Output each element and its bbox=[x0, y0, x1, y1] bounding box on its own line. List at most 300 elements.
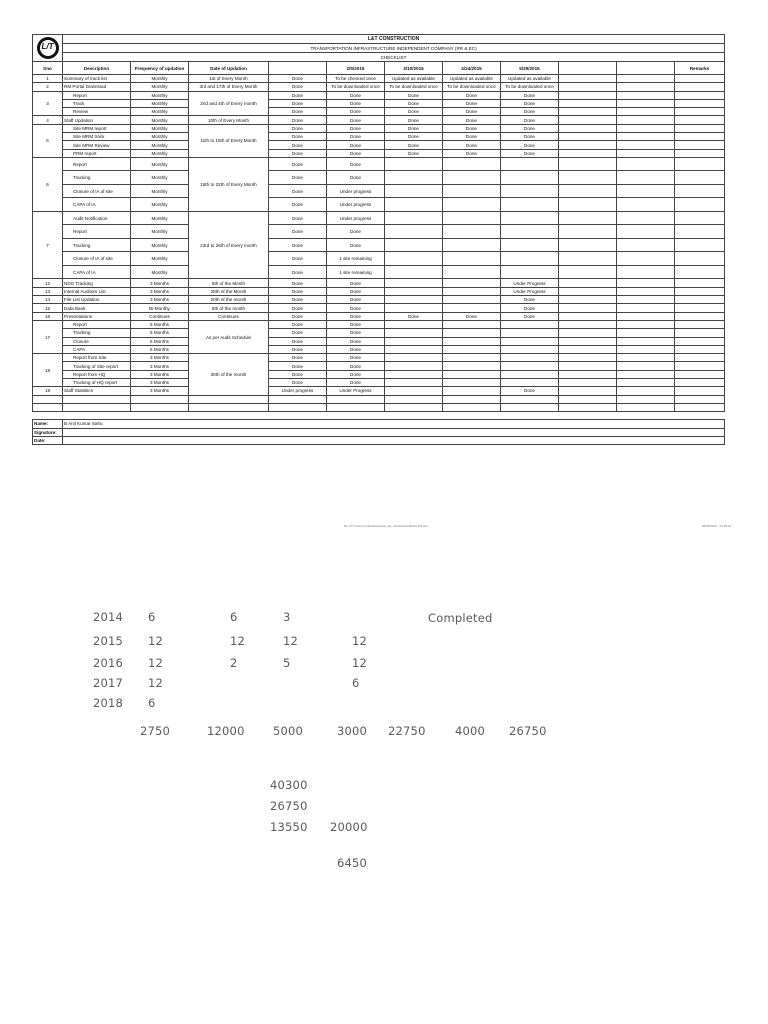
status-cell bbox=[443, 184, 501, 198]
status-cell bbox=[385, 157, 443, 171]
column-header: Remarks bbox=[675, 62, 725, 75]
status-cell: Done bbox=[327, 108, 385, 116]
status-cell: Done bbox=[501, 149, 559, 157]
table-cell bbox=[189, 403, 269, 411]
blank-cell bbox=[559, 211, 617, 225]
company-name: L&T CONSTRUCTION bbox=[63, 35, 725, 44]
table-row bbox=[33, 345, 725, 353]
blank-cell bbox=[617, 387, 675, 395]
blank-cell bbox=[559, 279, 617, 287]
remarks-cell bbox=[675, 265, 725, 279]
status-cell bbox=[443, 337, 501, 345]
remarks-cell bbox=[675, 75, 725, 83]
blank-cell bbox=[617, 83, 675, 91]
frequency-cell: 3 Months bbox=[131, 296, 189, 304]
column-header: Description bbox=[63, 62, 131, 75]
status-cell bbox=[385, 370, 443, 378]
status-cell: Done bbox=[327, 312, 385, 320]
blank-cell bbox=[559, 304, 617, 312]
remarks-cell bbox=[675, 387, 725, 395]
table-row bbox=[33, 91, 725, 99]
remarks-cell bbox=[675, 124, 725, 132]
blank-cell bbox=[559, 387, 617, 395]
status-cell: Done bbox=[269, 345, 327, 353]
status-cell: Done bbox=[385, 116, 443, 124]
date-cell: 10th of Every Month bbox=[189, 116, 269, 124]
count-note: 6 bbox=[148, 610, 156, 624]
blank-cell bbox=[617, 211, 675, 225]
description-cell: Report bbox=[63, 91, 131, 99]
status-cell bbox=[385, 211, 443, 225]
status-cell: Done bbox=[269, 149, 327, 157]
blank-cell bbox=[559, 91, 617, 99]
blank-cell bbox=[559, 141, 617, 149]
status-cell: Done bbox=[327, 337, 385, 345]
blank-cell bbox=[617, 91, 675, 99]
status-cell: Under progress bbox=[327, 211, 385, 225]
remarks-cell bbox=[675, 320, 725, 328]
status-cell bbox=[385, 320, 443, 328]
count-note: 3 bbox=[283, 610, 291, 624]
blank-cell bbox=[617, 198, 675, 212]
frequency-cell: Monthly bbox=[131, 75, 189, 83]
column-header: 4/24/2015 bbox=[443, 62, 501, 75]
table-cell bbox=[385, 403, 443, 411]
sno-cell: 15 bbox=[33, 304, 63, 312]
table-row bbox=[33, 133, 725, 141]
status-cell: Done bbox=[443, 99, 501, 107]
blank-cell bbox=[559, 124, 617, 132]
remarks-cell bbox=[675, 279, 725, 287]
status-cell bbox=[385, 225, 443, 239]
date-cell: 28th of the Month bbox=[189, 287, 269, 295]
status-cell: Done bbox=[501, 99, 559, 107]
frequency-cell: Monthly bbox=[131, 124, 189, 132]
status-cell: Done bbox=[269, 304, 327, 312]
blank-cell bbox=[559, 99, 617, 107]
status-cell: Done bbox=[327, 296, 385, 304]
blank-cell bbox=[559, 337, 617, 345]
remarks-cell bbox=[675, 238, 725, 252]
remarks-cell bbox=[675, 252, 725, 266]
column-header bbox=[559, 62, 617, 75]
status-cell: Done bbox=[443, 149, 501, 157]
sno-cell: 12 bbox=[33, 279, 63, 287]
blank-cell bbox=[617, 124, 675, 132]
status-cell: Done bbox=[269, 379, 327, 387]
year-note: 2018 bbox=[93, 696, 124, 710]
status-cell bbox=[385, 252, 443, 266]
description-cell: NDG Tracking bbox=[63, 279, 131, 287]
status-cell bbox=[501, 265, 559, 279]
table-row bbox=[33, 149, 725, 157]
table-cell bbox=[443, 395, 501, 403]
count-note: 12 bbox=[148, 676, 164, 690]
status-cell: Done bbox=[269, 370, 327, 378]
table-row bbox=[33, 225, 725, 239]
status-cell bbox=[385, 287, 443, 295]
count-note: 2 bbox=[230, 656, 238, 670]
blank-cell bbox=[559, 149, 617, 157]
column-header: Frequency of updation bbox=[131, 62, 189, 75]
count-note: 6 bbox=[148, 696, 156, 710]
frequency-cell: Monthly bbox=[131, 157, 189, 171]
frequency-cell: 3 Months bbox=[131, 287, 189, 295]
remarks-cell bbox=[675, 337, 725, 345]
description-cell: Tracking of HQ report bbox=[63, 379, 131, 387]
status-cell: Updated as available bbox=[385, 75, 443, 83]
status-cell bbox=[501, 171, 559, 185]
status-cell bbox=[501, 211, 559, 225]
blank-cell bbox=[559, 370, 617, 378]
date-cell: 23rd to 26th of Every month bbox=[189, 211, 269, 279]
blank-cell bbox=[617, 379, 675, 387]
total-note: 22750 bbox=[388, 724, 426, 738]
status-cell bbox=[385, 379, 443, 387]
frequency-cell: Monthly bbox=[131, 99, 189, 107]
blank-cell bbox=[559, 116, 617, 124]
table-row bbox=[33, 141, 725, 149]
total-note: 4000 bbox=[455, 724, 486, 738]
status-cell: Done bbox=[327, 133, 385, 141]
remarks-cell bbox=[675, 304, 725, 312]
blank-cell bbox=[617, 320, 675, 328]
status-cell: 1 site remaining bbox=[327, 265, 385, 279]
table-cell bbox=[385, 395, 443, 403]
description-cell: Site MRM Review bbox=[63, 141, 131, 149]
status-cell bbox=[443, 225, 501, 239]
table-cell bbox=[617, 395, 675, 403]
status-cell: To be downloaded once bbox=[501, 83, 559, 91]
status-cell: Done bbox=[443, 141, 501, 149]
status-cell bbox=[443, 379, 501, 387]
blank-cell bbox=[559, 133, 617, 141]
status-cell: Done bbox=[269, 133, 327, 141]
description-cell: Internal Auditors List bbox=[63, 287, 131, 295]
status-cell: Done bbox=[443, 133, 501, 141]
table-cell bbox=[269, 403, 327, 411]
table-row bbox=[33, 124, 725, 132]
count-note: 12 bbox=[283, 634, 299, 648]
status-cell: Done bbox=[269, 108, 327, 116]
blank-cell bbox=[617, 149, 675, 157]
date-cell: As per Audit Schedule bbox=[189, 320, 269, 353]
frequency-cell: Monthly bbox=[131, 83, 189, 91]
status-cell bbox=[501, 329, 559, 337]
date-cell: 30th of the month bbox=[189, 354, 269, 395]
sno-cell: 6 bbox=[33, 157, 63, 211]
status-cell bbox=[385, 171, 443, 185]
description-cell: Data Bank bbox=[63, 304, 131, 312]
table-row bbox=[33, 379, 725, 387]
sno-cell: 17 bbox=[33, 320, 63, 353]
remarks-cell bbox=[675, 329, 725, 337]
blank-cell bbox=[617, 184, 675, 198]
table-row bbox=[33, 329, 725, 337]
table-cell bbox=[327, 395, 385, 403]
count-note: 12 bbox=[352, 634, 368, 648]
blank-cell bbox=[559, 171, 617, 185]
description-cell: Staff Statistics bbox=[63, 387, 131, 395]
frequency-cell: 3 Months bbox=[131, 379, 189, 387]
status-cell: Done bbox=[327, 157, 385, 171]
sno-cell: 19 bbox=[33, 387, 63, 395]
description-cell: Closure of IA of site bbox=[63, 184, 131, 198]
status-cell: Done bbox=[327, 329, 385, 337]
status-cell: Done bbox=[269, 354, 327, 362]
remarks-cell bbox=[675, 171, 725, 185]
status-cell bbox=[501, 362, 559, 370]
table-cell bbox=[559, 403, 617, 411]
status-cell bbox=[443, 362, 501, 370]
description-cell: Summary of track list bbox=[63, 75, 131, 83]
status-cell: Done bbox=[443, 312, 501, 320]
description-cell: CAPA of IA bbox=[63, 198, 131, 212]
status-cell: To be downloaded once bbox=[385, 83, 443, 91]
empty-row bbox=[33, 395, 725, 403]
status-cell: Done bbox=[327, 171, 385, 185]
completed-note: Completed bbox=[428, 611, 493, 625]
status-cell bbox=[385, 387, 443, 395]
frequency-cell: Continues bbox=[131, 312, 189, 320]
description-cell: Report from HQ bbox=[63, 370, 131, 378]
status-cell: Done bbox=[501, 124, 559, 132]
table-row bbox=[33, 362, 725, 370]
name-value: B Anil Kumar Sahu bbox=[63, 420, 725, 428]
status-cell: Under Progress bbox=[501, 287, 559, 295]
status-cell bbox=[501, 238, 559, 252]
description-cell: Tracking of Site report bbox=[63, 362, 131, 370]
count-note: 6 bbox=[230, 610, 238, 624]
table-cell bbox=[131, 395, 189, 403]
status-cell bbox=[443, 198, 501, 212]
status-cell: Done bbox=[269, 279, 327, 287]
signature-label: Signature: bbox=[33, 428, 63, 436]
table-row bbox=[33, 370, 725, 378]
blank-cell bbox=[617, 287, 675, 295]
status-cell: Done bbox=[501, 304, 559, 312]
status-cell: Done bbox=[327, 370, 385, 378]
table-row bbox=[33, 83, 725, 91]
status-cell bbox=[385, 238, 443, 252]
frequency-cell: 6 Months bbox=[131, 345, 189, 353]
blank-cell bbox=[559, 362, 617, 370]
status-cell: Done bbox=[269, 75, 327, 83]
status-cell: Done bbox=[269, 238, 327, 252]
status-cell: Done bbox=[269, 312, 327, 320]
column-header-row bbox=[33, 62, 725, 75]
remarks-cell bbox=[675, 198, 725, 212]
sum-note: 13550 bbox=[270, 820, 308, 834]
blank-cell bbox=[617, 370, 675, 378]
description-cell: Staff Updation bbox=[63, 116, 131, 124]
status-cell: Done bbox=[385, 91, 443, 99]
status-cell bbox=[501, 354, 559, 362]
count-note: 12 bbox=[230, 634, 246, 648]
blank-cell bbox=[617, 252, 675, 266]
status-cell: Done bbox=[385, 99, 443, 107]
status-cell: Done bbox=[269, 211, 327, 225]
table-cell bbox=[327, 403, 385, 411]
blank-cell bbox=[617, 337, 675, 345]
status-cell: Done bbox=[327, 225, 385, 239]
remarks-cell bbox=[675, 157, 725, 171]
blank-cell bbox=[559, 296, 617, 304]
status-cell bbox=[501, 370, 559, 378]
status-cell: Under progress bbox=[269, 387, 327, 395]
blank-cell bbox=[617, 133, 675, 141]
frequency-cell: Monthly bbox=[131, 184, 189, 198]
status-cell bbox=[385, 354, 443, 362]
status-cell bbox=[501, 225, 559, 239]
remarks-cell bbox=[675, 370, 725, 378]
table-cell bbox=[501, 403, 559, 411]
status-cell bbox=[385, 198, 443, 212]
company-logo bbox=[33, 35, 63, 62]
remarks-cell bbox=[675, 362, 725, 370]
remarks-cell bbox=[675, 91, 725, 99]
total-note: 5000 bbox=[273, 724, 304, 738]
status-cell bbox=[385, 345, 443, 353]
column-header: Date of Updation bbox=[189, 62, 269, 75]
date-label: Date: bbox=[33, 436, 63, 444]
status-cell bbox=[443, 157, 501, 171]
status-cell: Done bbox=[269, 157, 327, 171]
frequency-cell: 3 Months bbox=[131, 279, 189, 287]
sno-cell: 7 bbox=[33, 211, 63, 279]
status-cell: Done bbox=[385, 133, 443, 141]
status-cell: Done bbox=[327, 91, 385, 99]
table-cell bbox=[617, 403, 675, 411]
status-cell: Done bbox=[327, 320, 385, 328]
remarks-cell bbox=[675, 296, 725, 304]
table-row bbox=[33, 171, 725, 185]
status-cell: Done bbox=[269, 198, 327, 212]
status-cell: Done bbox=[327, 362, 385, 370]
print-stamp: 08/06/2015 · 07:03:01 bbox=[702, 524, 732, 528]
status-cell: Done bbox=[501, 91, 559, 99]
blank-cell bbox=[617, 304, 675, 312]
description-cell: PRM report bbox=[63, 149, 131, 157]
status-cell: Done bbox=[269, 141, 327, 149]
status-cell: Done bbox=[385, 141, 443, 149]
table-cell bbox=[33, 403, 63, 411]
blank-cell bbox=[617, 171, 675, 185]
status-cell: Under Progress bbox=[327, 387, 385, 395]
blank-cell bbox=[617, 265, 675, 279]
status-cell bbox=[385, 296, 443, 304]
status-cell bbox=[385, 279, 443, 287]
blank-cell bbox=[559, 287, 617, 295]
description-cell: CAPA of IA bbox=[63, 265, 131, 279]
status-cell: Done bbox=[385, 108, 443, 116]
table-row bbox=[33, 198, 725, 212]
status-cell: Done bbox=[269, 91, 327, 99]
description-cell: Closure of IA of site bbox=[63, 252, 131, 266]
status-cell bbox=[443, 387, 501, 395]
blank-cell bbox=[617, 108, 675, 116]
table-cell bbox=[675, 403, 725, 411]
blank-cell bbox=[559, 312, 617, 320]
table-row bbox=[33, 265, 725, 279]
status-cell: To be checked once bbox=[327, 75, 385, 83]
column-header bbox=[617, 62, 675, 75]
description-cell: Report bbox=[63, 320, 131, 328]
blank-cell bbox=[559, 83, 617, 91]
column-header: 5/29/2015 bbox=[501, 62, 559, 75]
blank-cell bbox=[617, 238, 675, 252]
frequency-cell: 3 Months bbox=[131, 362, 189, 370]
status-cell: Done bbox=[269, 124, 327, 132]
table-row bbox=[33, 387, 725, 395]
sum-note: 40300 bbox=[270, 778, 308, 792]
frequency-cell: Monthly bbox=[131, 252, 189, 266]
status-cell bbox=[501, 198, 559, 212]
status-cell: Under Progress bbox=[501, 279, 559, 287]
status-cell bbox=[501, 184, 559, 198]
status-cell bbox=[385, 329, 443, 337]
table-row bbox=[33, 279, 725, 287]
frequency-cell: 6 Months bbox=[131, 337, 189, 345]
total-note: 26750 bbox=[509, 724, 547, 738]
blank-cell bbox=[617, 279, 675, 287]
year-note: 2016 bbox=[93, 656, 124, 670]
description-cell: Tracking bbox=[63, 171, 131, 185]
date-cell: 1st of Every Month bbox=[189, 75, 269, 83]
date-cell: 20th of the month bbox=[189, 296, 269, 304]
status-cell: Done bbox=[269, 252, 327, 266]
sno-cell: 2 bbox=[33, 83, 63, 91]
frequency-cell: Monthly bbox=[131, 133, 189, 141]
sno-cell: 14 bbox=[33, 296, 63, 304]
remarks-cell bbox=[675, 345, 725, 353]
description-cell: Review bbox=[63, 108, 131, 116]
status-cell: Done bbox=[443, 124, 501, 132]
frequency-cell: Monthly bbox=[131, 149, 189, 157]
description-cell: Site MRM report bbox=[63, 124, 131, 132]
count-note: 12 bbox=[352, 656, 368, 670]
table-row bbox=[33, 75, 725, 83]
status-cell bbox=[443, 252, 501, 266]
status-cell: Done bbox=[501, 141, 559, 149]
frequency-cell: Monthly bbox=[131, 211, 189, 225]
status-cell: Done bbox=[327, 304, 385, 312]
remarks-cell bbox=[675, 141, 725, 149]
frequency-cell: Monthly bbox=[131, 116, 189, 124]
status-cell bbox=[501, 252, 559, 266]
sno-cell: 16 bbox=[33, 312, 63, 320]
table-row bbox=[33, 287, 725, 295]
blank-cell bbox=[617, 141, 675, 149]
signature-block bbox=[32, 419, 725, 445]
date-cell: Continues bbox=[189, 312, 269, 320]
status-cell: Done bbox=[269, 99, 327, 107]
checklist-sheet bbox=[32, 34, 724, 445]
blank-cell bbox=[617, 157, 675, 171]
blank-cell bbox=[617, 362, 675, 370]
table-row bbox=[33, 99, 725, 107]
status-cell bbox=[501, 320, 559, 328]
year-note: 2014 bbox=[93, 610, 124, 624]
status-cell bbox=[443, 287, 501, 295]
frequency-cell: 6 Months bbox=[131, 329, 189, 337]
status-cell bbox=[443, 211, 501, 225]
status-cell: Done bbox=[443, 116, 501, 124]
remarks-cell bbox=[675, 184, 725, 198]
status-cell bbox=[443, 238, 501, 252]
status-cell: Done bbox=[269, 171, 327, 185]
frequency-cell: Monthly bbox=[131, 108, 189, 116]
